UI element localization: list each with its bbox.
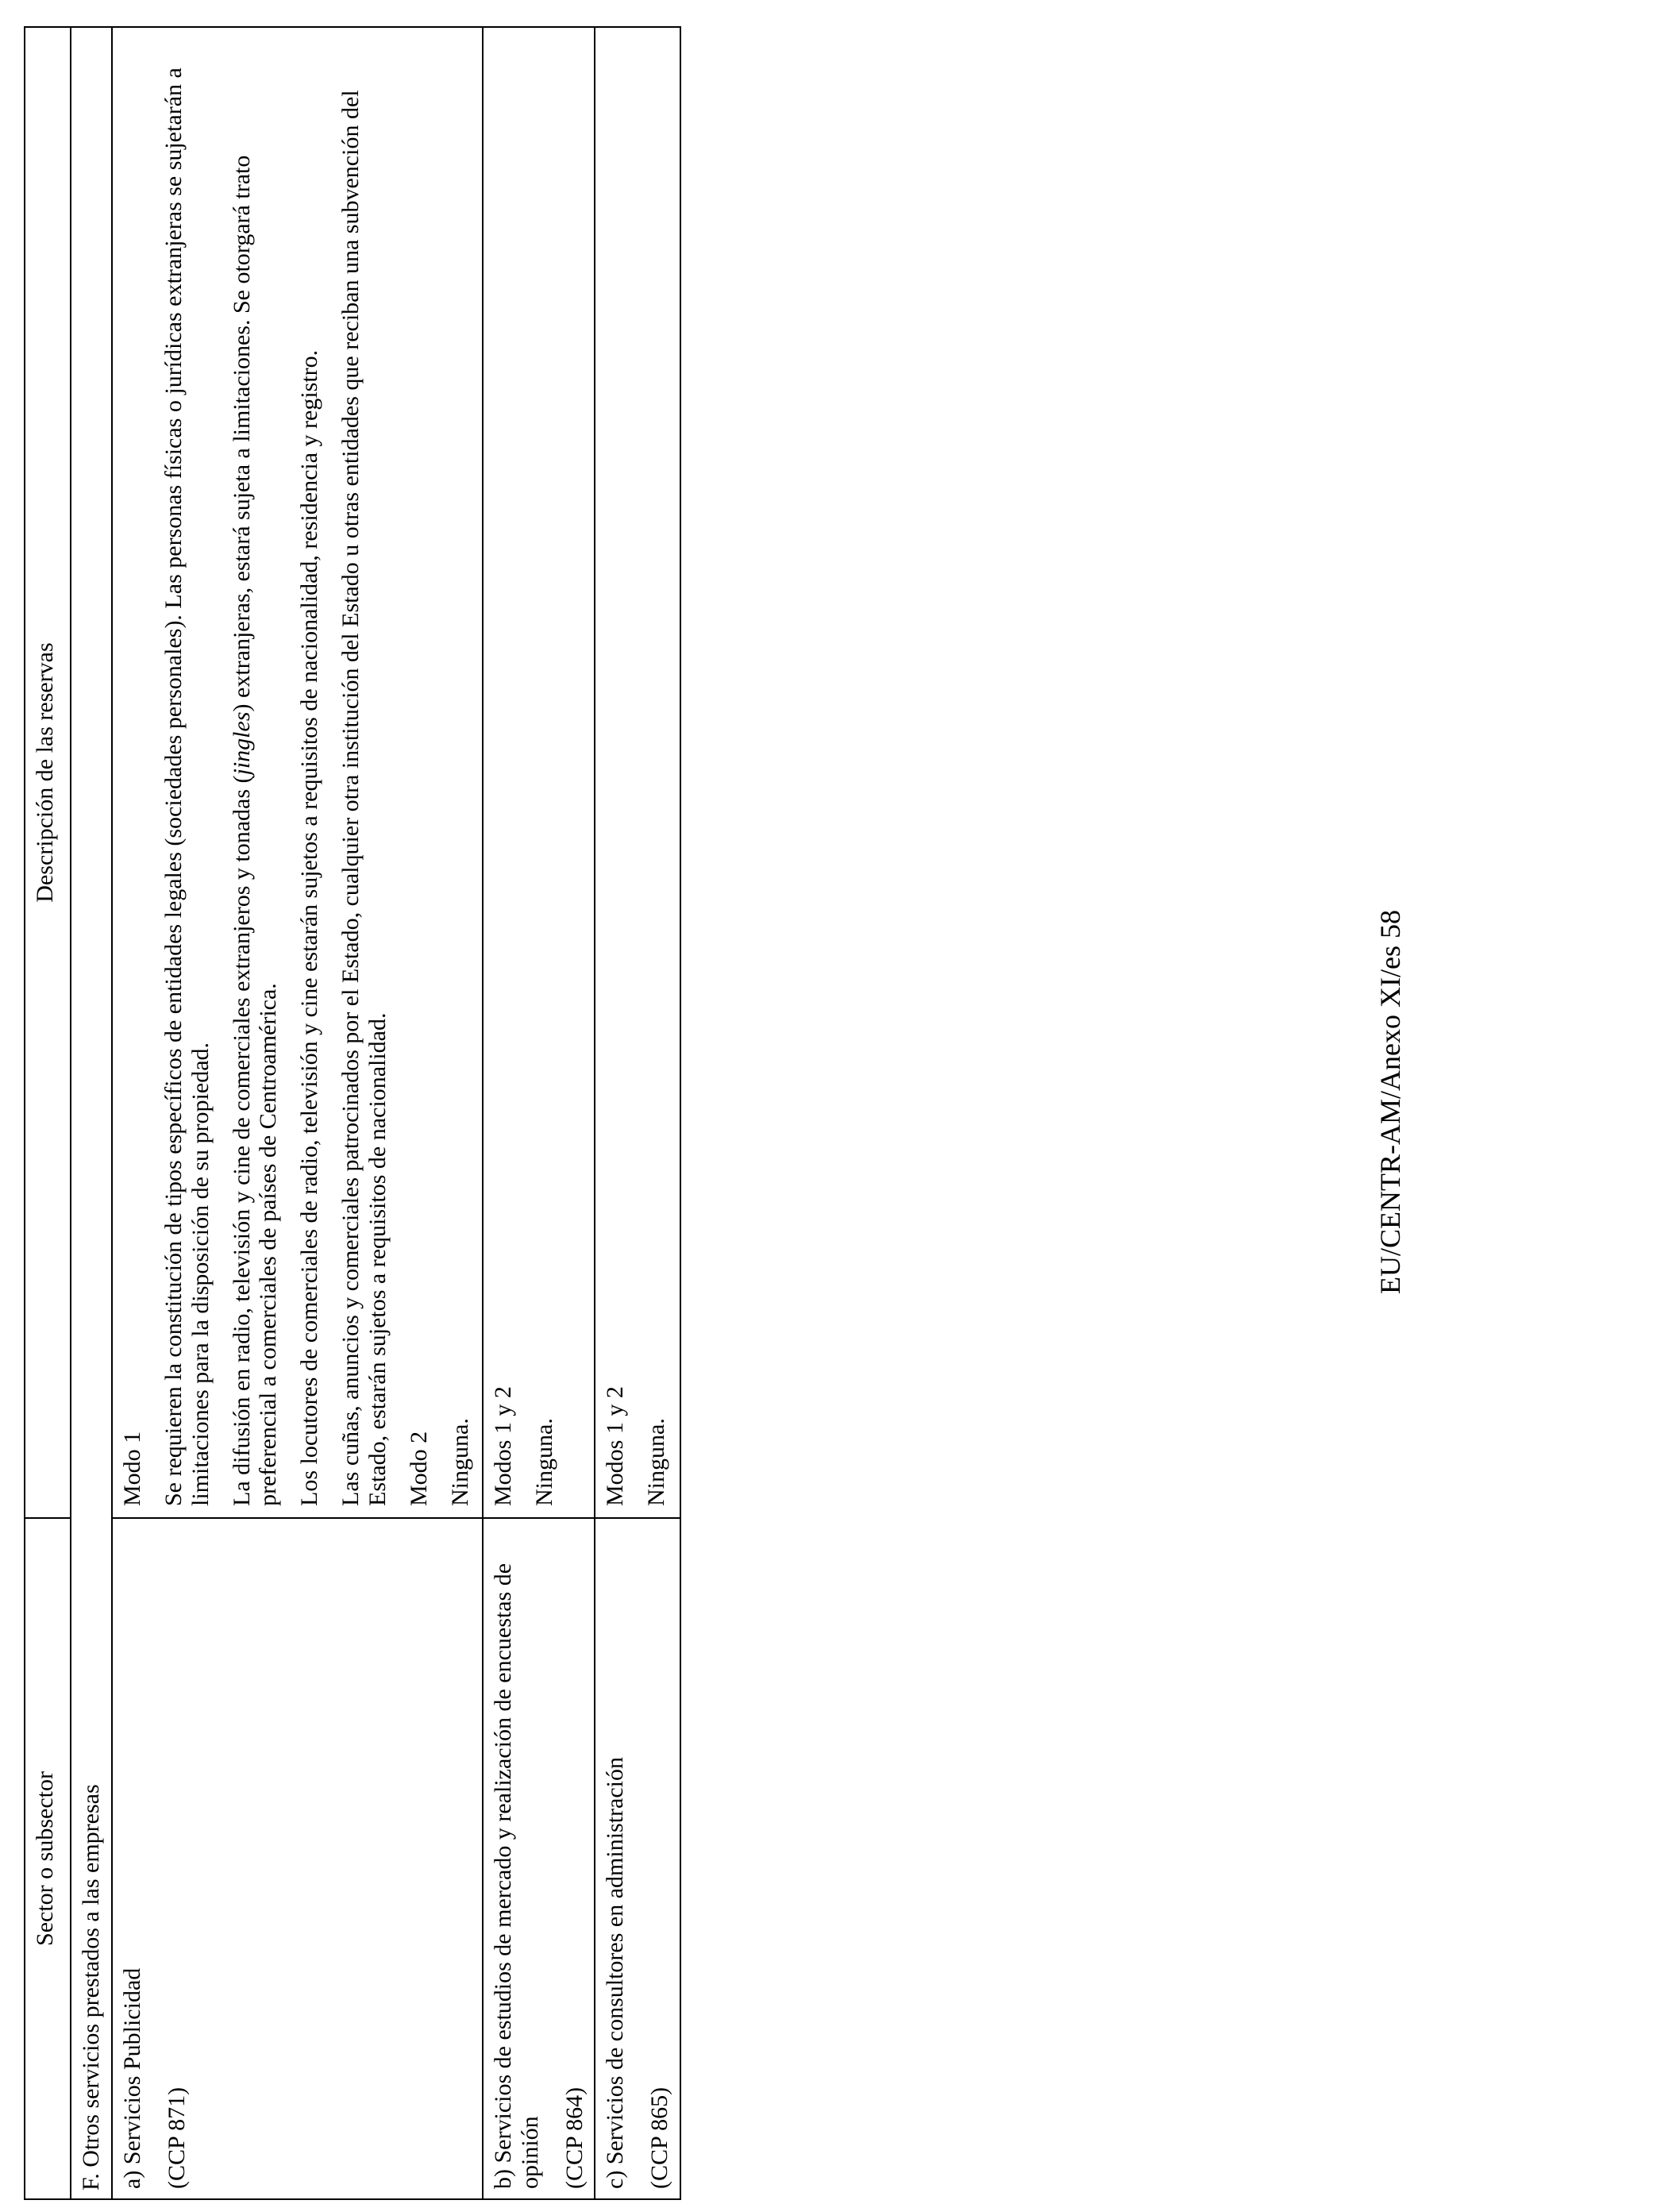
jingles-italic: jingles <box>228 711 255 776</box>
document-reference: EU/CENTR-AM/Anexo XI/es 58 <box>1374 910 1406 1294</box>
header-sector: Sector o subsector <box>25 1518 71 2199</box>
sector-cell <box>595 1518 680 2199</box>
description-cell <box>112 27 483 1518</box>
mode-label: Modos 1 y 2 <box>489 1386 516 1506</box>
table-header-row <box>25 27 71 2199</box>
description-paragraph-jingles <box>229 36 283 1506</box>
table-row <box>483 27 595 2199</box>
description-paragraph: Las cuñas, anuncios y comerciales patrocinados por el Estado, cualquier otra institución del Estado u otras entidades que reciban una subvención del Estado, estarán sujetos a requisitos de nacionalidad. <box>337 90 391 1506</box>
description-paragraph: Ninguna. <box>446 1418 473 1506</box>
sector-name: a) Servicios Publicidad <box>118 1967 145 2189</box>
sector-code: (CCP 865) <box>646 2086 673 2189</box>
description-cell <box>595 27 680 1518</box>
jingles-text-post: ) extranjeras, estará sujeta a limitaciones. Se otorgará trato preferencial a comerciales de países de Centroamérica. <box>228 155 282 1506</box>
description-paragraph: Ninguna. <box>643 1418 670 1506</box>
mode-label: Modo 2 <box>406 1431 433 1506</box>
mode-label: Modo 1 <box>118 1431 145 1506</box>
table-row <box>112 27 483 2199</box>
sector-cell <box>112 1518 483 2199</box>
section-row <box>71 27 112 2199</box>
jingles-text-pre: La difusión en radio, televisión y cine de comerciales extranjeros y tonadas ( <box>228 775 255 1506</box>
description-paragraph: Los locutores de comerciales de radio, televisión y cine estarán sujetos a requisitos de nacionalidad, residencia y registro. <box>296 349 323 1506</box>
section-title: F. Otros servicios prestados a las empresas <box>71 27 112 2199</box>
reservations-table <box>24 26 681 2200</box>
sector-name: c) Servicios de consultores en administración <box>602 1756 629 2189</box>
sector-name: b) Servicios de estudios de mercado y realización de encuestas de opinión <box>489 1562 543 2189</box>
table-row <box>595 27 680 2199</box>
sector-cell <box>483 1518 595 2199</box>
description-cell <box>483 27 595 1518</box>
header-description: Descripción de las reservas <box>25 27 71 1518</box>
sector-code: (CCP 871) <box>163 2086 190 2189</box>
description-paragraph: Ninguna. <box>530 1418 557 1506</box>
mode-label: Modos 1 y 2 <box>602 1386 629 1506</box>
sector-code: (CCP 864) <box>561 2086 588 2189</box>
description-paragraph: Se requieren la constitución de tipos específicos de entidades legales (sociedades personales). Las personas físicas o jurídicas extranjeras se sujetarán a limitaciones para la disposición de su propiedad. <box>160 67 214 1506</box>
